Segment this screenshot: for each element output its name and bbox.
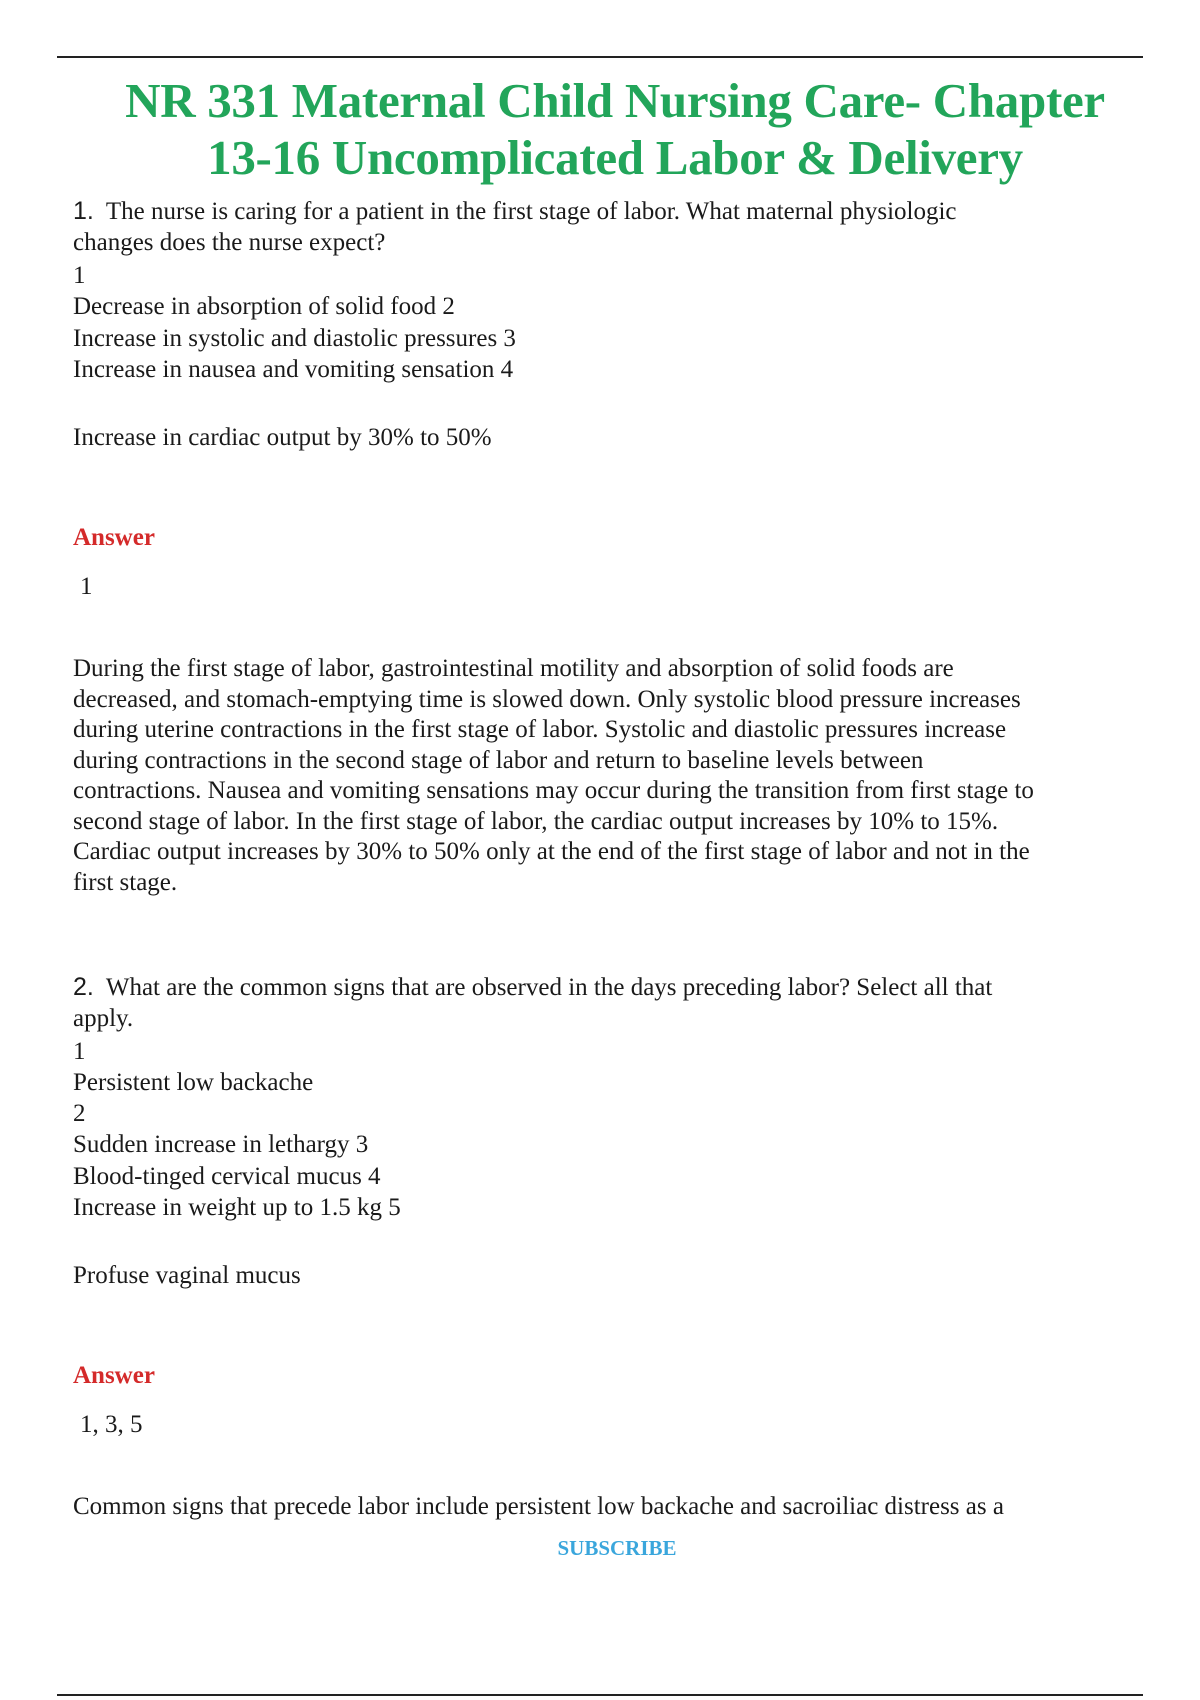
question-1-answer-label: Answer <box>73 524 155 551</box>
question-1-option-line: Increase in systolic and diastolic pressures 3 <box>73 325 516 352</box>
question-2-option-line: Increase in weight up to 1.5 kg 5 <box>73 1194 401 1221</box>
question-1-option-line: Increase in cardiac output by 30% to 50% <box>73 424 492 451</box>
rationale-line: contractions. Nausea and vomiting sensations may occur during the transition from first stage to <box>73 777 1034 804</box>
title-line-1: NR 331 Maternal Child Nursing Care- Chapter <box>125 73 1105 128</box>
question-1-option-line: Decrease in absorption of solid food 2 <box>73 293 455 320</box>
question-2-option-line: Sudden increase in lethargy 3 <box>73 1131 369 1158</box>
question-1-text-line-1 <box>73 196 957 227</box>
question-1-text: The nurse is caring for a patient in the first stage of labor. What maternal physiologic <box>105 198 957 225</box>
question-2-rationale <box>73 1492 1004 1523</box>
rationale-line: second stage of labor. In the first stage of labor, the cardiac output increases by 10% to 15%. <box>73 807 999 835</box>
question-1-answer-value: 1 <box>80 573 93 600</box>
question-2-option-line: Profuse vaginal mucus <box>73 1262 301 1289</box>
question-1-rationale <box>73 654 1034 898</box>
question-2-text: What are the common signs that are observed in the days preceding labor? Select all that <box>105 974 993 1001</box>
question-2-number: 2. <box>73 973 94 1001</box>
question-2-text-line-1 <box>73 972 992 1003</box>
rationale-line: During the first stage of labor, gastrointestinal motility and absorption of solid foods are <box>73 655 954 682</box>
rationale-line: during uterine contractions in the first stage of labor. Systolic and diastolic pressures increase <box>73 716 1007 743</box>
question-1-option-line: Increase in nausea and vomiting sensation 4 <box>73 356 514 383</box>
question-2-text-line-2: apply. <box>73 1005 134 1032</box>
rationale-line: first stage. <box>73 868 178 896</box>
title-line-2: 13-16 Uncomplicated Labor & Delivery <box>207 130 1023 185</box>
question-1-number: 1. <box>73 197 94 225</box>
question-2-option-line: Blood-tinged cervical mucus 4 <box>73 1163 381 1190</box>
rationale-line: Common signs that precede labor include persistent low backache and sacroiliac distress as a <box>73 1493 1004 1520</box>
subscribe-link[interactable]: SUBSCRIBE <box>557 1536 677 1560</box>
question-2-option-line: 2 <box>73 1100 86 1127</box>
question-1-text-line-2: changes does the nurse expect? <box>73 229 386 256</box>
question-2-option-line: 1 <box>73 1038 86 1065</box>
top-rule <box>57 56 1143 58</box>
question-1-option-line: 1 <box>73 262 86 289</box>
bottom-rule <box>57 1694 1143 1696</box>
document-title <box>57 72 1173 186</box>
rationale-line: during contractions in the second stage of labor and return to baseline levels between <box>73 746 924 774</box>
question-2-option-line: Persistent low backache <box>73 1069 314 1096</box>
question-2-answer-value: 1, 3, 5 <box>80 1411 143 1438</box>
question-2-answer-label: Answer <box>73 1362 155 1389</box>
rationale-line: Cardiac output increases by 30% to 50% only at the end of the first stage of labor and not in the <box>73 838 1030 865</box>
rationale-line: decreased, and stomach-emptying time is slowed down. Only systolic blood pressure increases <box>73 685 1021 713</box>
